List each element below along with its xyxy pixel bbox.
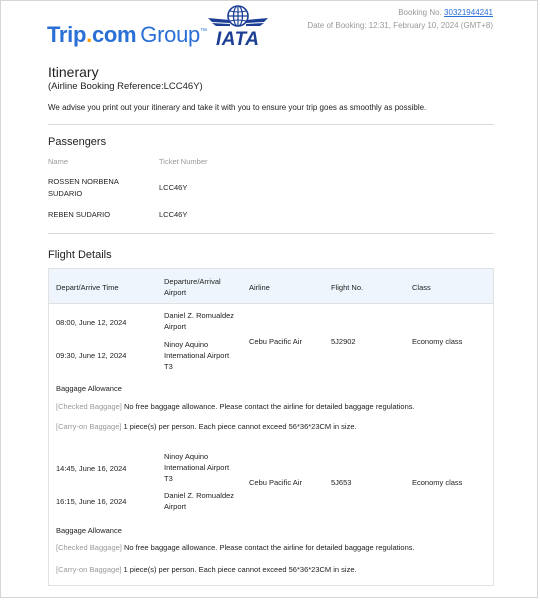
carry-on-baggage-tag: [Carry-on Baggage] — [56, 565, 122, 574]
depart-airport — [164, 310, 234, 332]
logo-com-text: com — [91, 22, 137, 47]
baggage-allowance-title: Baggage Allowance — [56, 384, 122, 393]
carry-on-baggage-info — [56, 422, 357, 431]
carry-on-baggage-text: 1 piece(s) per person. Each piece cannot exceed 56*36*23CM in size. — [121, 422, 357, 431]
header-airport-line: Departure/Arrival — [164, 277, 221, 286]
header-flight-no: Flight No. — [331, 283, 364, 292]
flight-number: 5J2902 — [331, 337, 356, 346]
section-divider — [48, 233, 494, 234]
header-depart-arrive-time: Depart/Arrive Time — [56, 283, 119, 292]
passenger-name-line: SUDARIO — [48, 189, 83, 198]
itinerary-title: Itinerary — [48, 64, 99, 80]
ticket-number-header: Ticket Number — [159, 157, 208, 166]
cabin-class: Economy class — [412, 478, 463, 487]
carry-on-baggage-text: 1 piece(s) per person. Each piece cannot exceed 56*36*23CM in size. — [121, 565, 357, 574]
flight-details-table — [48, 268, 494, 586]
booking-date: Date of Booking: 12:31, February 10, 2024 (GMT+8) — [307, 21, 493, 30]
logo-dot-text: . — [86, 22, 92, 47]
airport-line: International Airport — [164, 463, 230, 472]
arrive-airport — [164, 339, 229, 372]
checked-baggage-tag: [Checked Baggage] — [56, 543, 122, 552]
airport-line: Ninoy Aquino — [164, 340, 209, 349]
checked-baggage-text: No free baggage allowance. Please contact the airline for detailed baggage regulations. — [121, 402, 415, 411]
carry-on-baggage-info — [56, 565, 357, 574]
arrive-time: 16:15, June 16, 2024 — [56, 497, 127, 506]
header-airport-line: Airport — [164, 288, 187, 297]
airport-line: International Airport — [164, 351, 230, 360]
checked-baggage-info — [56, 543, 415, 552]
airport-line: Airport — [164, 322, 187, 331]
carry-on-baggage-tag: [Carry-on Baggage] — [56, 422, 122, 431]
iata-logo-text: IATA — [216, 29, 260, 50]
arrive-time: 09:30, June 12, 2024 — [56, 351, 127, 360]
passenger-name-header: Name — [48, 157, 69, 166]
trip-com-group-logo — [47, 22, 207, 48]
checked-baggage-info — [56, 402, 415, 411]
airport-line: Airport — [164, 502, 187, 511]
airline-name: Cebu Pacific Air — [249, 337, 302, 346]
arrive-airport — [164, 490, 234, 512]
booking-number-label: Booking No. — [398, 8, 442, 17]
passengers-title: Passengers — [48, 136, 107, 148]
depart-airport — [164, 451, 229, 484]
flight-number: 5J653 — [331, 478, 352, 487]
header-airport — [164, 276, 221, 298]
baggage-allowance-title: Baggage Allowance — [56, 526, 122, 535]
depart-time: 08:00, June 12, 2024 — [56, 318, 127, 327]
header-airline: Airline — [249, 283, 270, 292]
airport-line: Daniel Z. Romualdez — [164, 491, 235, 500]
checked-baggage-tag: [Checked Baggage] — [56, 402, 122, 411]
passenger-name-line: ROSSEN NORBENA — [48, 177, 119, 186]
ticket-number: LCC46Y — [159, 183, 188, 192]
airport-line: T3 — [164, 362, 173, 371]
logo-group-text: Group — [140, 22, 200, 47]
airport-line: T3 — [164, 474, 173, 483]
passenger-name — [48, 176, 119, 200]
booking-reference: (Airline Booking Reference:LCC46Y) — [48, 81, 203, 92]
booking-number-link[interactable]: 30321944241 — [444, 8, 493, 17]
booking-number — [398, 8, 493, 17]
logo-tm-text: ™ — [199, 28, 207, 35]
flight-table-header — [49, 269, 493, 304]
airport-line: Ninoy Aquino — [164, 452, 209, 461]
ticket-number: LCC46Y — [159, 210, 188, 219]
flight-details-title: Flight Details — [48, 249, 112, 261]
print-advice-note: We advise you print out your itinerary and take it with you to ensure your trip goes as smoothly as possible. — [48, 103, 427, 112]
airport-line: Daniel Z. Romualdez — [164, 311, 235, 320]
section-divider — [48, 124, 494, 125]
passenger-name: REBEN SUDARIO — [48, 210, 111, 219]
header-class: Class — [412, 283, 431, 292]
cabin-class: Economy class — [412, 337, 463, 346]
logo-trip-text: Trip — [47, 22, 87, 47]
checked-baggage-text: No free baggage allowance. Please contact the airline for detailed baggage regulations. — [121, 543, 415, 552]
depart-time: 14:45, June 16, 2024 — [56, 464, 127, 473]
airline-name: Cebu Pacific Air — [249, 478, 302, 487]
